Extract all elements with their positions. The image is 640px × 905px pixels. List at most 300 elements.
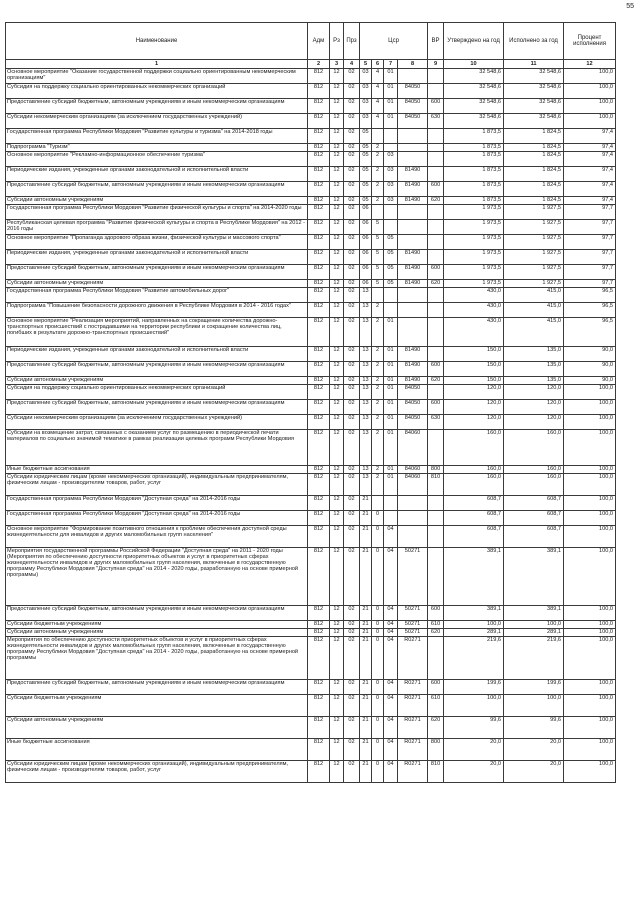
- row-percent: 100,0: [564, 621, 616, 629]
- row-prz: 02: [344, 288, 360, 303]
- row-csr-program: 05: [360, 167, 372, 182]
- row-csr-direction: [398, 144, 428, 152]
- row-csr-direction: 84050: [398, 99, 428, 114]
- table-row: [6, 152, 616, 167]
- row-rz: 12: [330, 69, 344, 84]
- row-csr-direction: R0271: [398, 761, 428, 783]
- row-csr-direction: 81490: [398, 347, 428, 362]
- row-prz: 02: [344, 99, 360, 114]
- row-percent: 97,4: [564, 167, 616, 182]
- row-csr-event: 01: [384, 430, 398, 466]
- row-percent: 100,0: [564, 629, 616, 637]
- row-prz: 02: [344, 152, 360, 167]
- row-csr-sub: 0: [372, 637, 384, 680]
- row-approved: 1 973,5: [444, 205, 504, 220]
- row-approved: 1 973,5: [444, 265, 504, 280]
- table-row: [6, 197, 616, 205]
- row-rz: 12: [330, 415, 344, 430]
- row-csr-direction: 50271: [398, 621, 428, 629]
- row-executed: 32 548,6: [504, 69, 564, 84]
- table-row: [6, 496, 616, 511]
- table-row: [6, 265, 616, 280]
- row-percent: 97,7: [564, 265, 616, 280]
- table-row: [6, 526, 616, 548]
- col-num: 11: [504, 60, 564, 69]
- row-name: Субсидии на возмещение затрат, связанных с оказанием услуг по размещению в периодической печати материалов по социально значимой тематике в рамках реализации целевых программ Республики Мордовия: [6, 430, 308, 466]
- row-name: Иные бюджетные ассигнования: [6, 466, 308, 474]
- row-csr-program: 21: [360, 511, 372, 526]
- row-csr-program: 21: [360, 680, 372, 695]
- row-adm: 812: [308, 250, 330, 265]
- row-approved: 1 873,5: [444, 167, 504, 182]
- row-executed: 1 927,5: [504, 205, 564, 220]
- row-adm: 812: [308, 548, 330, 606]
- row-csr-direction: 81490: [398, 377, 428, 385]
- row-csr-event: 01: [384, 415, 398, 430]
- table-row: [6, 511, 616, 526]
- row-executed: 415,0: [504, 288, 564, 303]
- row-percent: 100,0: [564, 496, 616, 511]
- row-csr-event: 01: [384, 114, 398, 129]
- row-prz: 02: [344, 761, 360, 783]
- row-name: Основное мероприятие "Пропаганда здорового образа жизни, физической культуры и массового спорта": [6, 235, 308, 250]
- row-name: Субсидии автономным учреждениям: [6, 717, 308, 739]
- row-csr-sub: 0: [372, 717, 384, 739]
- row-percent: 100,0: [564, 385, 616, 400]
- table-row: [6, 220, 616, 235]
- row-rz: 12: [330, 621, 344, 629]
- row-vr: 630: [428, 114, 444, 129]
- row-prz: 02: [344, 129, 360, 144]
- row-csr-sub: 2: [372, 347, 384, 362]
- row-percent: 100,0: [564, 466, 616, 474]
- row-vr: [428, 496, 444, 511]
- row-vr: [428, 347, 444, 362]
- row-rz: 12: [330, 511, 344, 526]
- row-prz: 02: [344, 303, 360, 318]
- row-rz: 12: [330, 629, 344, 637]
- row-name: Субсидии некоммерческим организациям (за исключением государственных учреждений): [6, 415, 308, 430]
- row-csr-program: 21: [360, 606, 372, 621]
- row-rz: 12: [330, 144, 344, 152]
- row-name: Предоставление субсидий бюджетным, автономным учреждениям и иным некоммерческим организациям: [6, 182, 308, 197]
- row-rz: 12: [330, 265, 344, 280]
- row-csr-program: 13: [360, 288, 372, 303]
- row-csr-sub: 5: [372, 220, 384, 235]
- row-executed: 120,0: [504, 415, 564, 430]
- row-csr-program: 05: [360, 129, 372, 144]
- row-approved: 430,0: [444, 303, 504, 318]
- row-csr-program: 06: [360, 250, 372, 265]
- table-row: [6, 695, 616, 717]
- row-prz: 02: [344, 377, 360, 385]
- row-csr-direction: 81490: [398, 167, 428, 182]
- row-adm: 812: [308, 347, 330, 362]
- row-csr-sub: 2: [372, 415, 384, 430]
- row-csr-sub: 2: [372, 377, 384, 385]
- row-csr-direction: 84050: [398, 400, 428, 415]
- budget-table: [5, 22, 616, 783]
- row-csr-program: 13: [360, 377, 372, 385]
- row-prz: 02: [344, 235, 360, 250]
- row-percent: 97,4: [564, 152, 616, 167]
- row-name: Субсидии некоммерческим организациям (за исключением государственных учреждений): [6, 114, 308, 129]
- row-adm: 812: [308, 511, 330, 526]
- row-csr-sub: 5: [372, 235, 384, 250]
- col-num: 2: [308, 60, 330, 69]
- table-row: [6, 739, 616, 761]
- row-rz: 12: [330, 695, 344, 717]
- header-adm: Адм: [308, 23, 330, 60]
- row-approved: 608,7: [444, 496, 504, 511]
- row-csr-direction: 84050: [398, 385, 428, 400]
- row-vr: 620: [428, 629, 444, 637]
- row-csr-event: 05: [384, 280, 398, 288]
- row-csr-sub: 2: [372, 303, 384, 318]
- row-csr-program: 06: [360, 265, 372, 280]
- row-name: Субсидии автономным учреждениям: [6, 377, 308, 385]
- row-percent: 100,0: [564, 695, 616, 717]
- row-percent: 100,0: [564, 415, 616, 430]
- row-csr-event: 04: [384, 637, 398, 680]
- row-percent: 100,0: [564, 99, 616, 114]
- row-prz: 02: [344, 250, 360, 265]
- row-csr-event: 04: [384, 621, 398, 629]
- row-prz: 02: [344, 466, 360, 474]
- row-prz: 02: [344, 680, 360, 695]
- row-percent: 96,5: [564, 288, 616, 303]
- row-csr-program: 13: [360, 347, 372, 362]
- row-vr: [428, 637, 444, 680]
- col-num: 9: [428, 60, 444, 69]
- row-approved: 99,6: [444, 717, 504, 739]
- row-percent: 97,7: [564, 280, 616, 288]
- row-csr-direction: R0271: [398, 680, 428, 695]
- row-prz: 02: [344, 629, 360, 637]
- row-csr-program: 06: [360, 235, 372, 250]
- row-csr-program: 06: [360, 205, 372, 220]
- table-row: [6, 637, 616, 680]
- row-prz: 02: [344, 621, 360, 629]
- row-csr-program: 21: [360, 761, 372, 783]
- row-csr-direction: 50271: [398, 548, 428, 606]
- row-vr: 600: [428, 265, 444, 280]
- row-csr-sub: 4: [372, 99, 384, 114]
- row-name: Основное мероприятие "Оказание государственной поддержки социально ориентированным некоммерческим организациям": [6, 69, 308, 84]
- row-csr-direction: [398, 129, 428, 144]
- row-name: Субсидия на поддержку социально ориентированных некоммерческих организаций: [6, 385, 308, 400]
- row-csr-sub: 2: [372, 167, 384, 182]
- page-number: 55: [626, 3, 634, 10]
- row-csr-program: 21: [360, 548, 372, 606]
- row-vr: [428, 69, 444, 84]
- row-rz: 12: [330, 680, 344, 695]
- row-csr-program: 21: [360, 621, 372, 629]
- header-csr: Цср: [360, 23, 428, 60]
- row-executed: 100,0: [504, 621, 564, 629]
- row-rz: 12: [330, 197, 344, 205]
- row-prz: 02: [344, 84, 360, 99]
- row-approved: 120,0: [444, 385, 504, 400]
- row-vr: [428, 84, 444, 99]
- row-prz: 02: [344, 385, 360, 400]
- row-adm: 812: [308, 400, 330, 415]
- row-approved: 120,0: [444, 400, 504, 415]
- row-vr: [428, 144, 444, 152]
- row-csr-program: 13: [360, 400, 372, 415]
- table-row: [6, 288, 616, 303]
- row-vr: 800: [428, 466, 444, 474]
- row-executed: 389,1: [504, 548, 564, 606]
- table-row: [6, 347, 616, 362]
- row-rz: 12: [330, 220, 344, 235]
- col-num: 6: [372, 60, 384, 69]
- table-row: [6, 167, 616, 182]
- row-percent: 97,4: [564, 129, 616, 144]
- row-adm: 812: [308, 415, 330, 430]
- row-csr-event: 01: [384, 69, 398, 84]
- row-csr-event: 01: [384, 84, 398, 99]
- row-csr-program: 21: [360, 496, 372, 511]
- row-percent: 96,5: [564, 303, 616, 318]
- table-row: [6, 606, 616, 621]
- row-adm: 812: [308, 717, 330, 739]
- row-prz: 02: [344, 347, 360, 362]
- row-approved: 100,0: [444, 695, 504, 717]
- row-approved: 1 873,5: [444, 182, 504, 197]
- row-csr-event: [384, 220, 398, 235]
- row-csr-sub: 0: [372, 629, 384, 637]
- row-csr-sub: 2: [372, 385, 384, 400]
- row-percent: 97,4: [564, 144, 616, 152]
- row-csr-event: 03: [384, 182, 398, 197]
- row-prz: 02: [344, 400, 360, 415]
- row-csr-event: 01: [384, 385, 398, 400]
- row-adm: 812: [308, 129, 330, 144]
- row-csr-direction: [398, 152, 428, 167]
- header-row: [6, 23, 616, 60]
- row-executed: 120,0: [504, 385, 564, 400]
- row-approved: 32 548,6: [444, 114, 504, 129]
- row-csr-event: 01: [384, 99, 398, 114]
- row-executed: 1 824,5: [504, 167, 564, 182]
- table-row: [6, 548, 616, 606]
- row-executed: 608,7: [504, 526, 564, 548]
- row-rz: 12: [330, 250, 344, 265]
- row-percent: 97,7: [564, 205, 616, 220]
- row-csr-event: 04: [384, 761, 398, 783]
- row-executed: 1 927,5: [504, 250, 564, 265]
- row-name: Предоставление субсидий бюджетным, автономным учреждениям и иным некоммерческим организациям: [6, 680, 308, 695]
- row-approved: 199,6: [444, 680, 504, 695]
- row-csr-event: 04: [384, 629, 398, 637]
- row-approved: 430,0: [444, 318, 504, 347]
- row-csr-sub: 0: [372, 695, 384, 717]
- row-percent: 100,0: [564, 400, 616, 415]
- row-prz: 02: [344, 717, 360, 739]
- row-csr-sub: 2: [372, 182, 384, 197]
- row-approved: 1 873,5: [444, 129, 504, 144]
- row-executed: 160,0: [504, 466, 564, 474]
- row-percent: 100,0: [564, 717, 616, 739]
- col-num: 7: [384, 60, 398, 69]
- header-vr: ВР: [428, 23, 444, 60]
- table-row: [6, 205, 616, 220]
- row-name: Предоставление субсидий бюджетным, автономным учреждениям и иным некоммерческим организациям: [6, 99, 308, 114]
- row-executed: 20,0: [504, 761, 564, 783]
- row-vr: 600: [428, 99, 444, 114]
- col-num: 1: [6, 60, 308, 69]
- row-csr-sub: 5: [372, 265, 384, 280]
- row-adm: 812: [308, 197, 330, 205]
- row-adm: 812: [308, 318, 330, 347]
- row-csr-sub: 0: [372, 739, 384, 761]
- row-vr: [428, 385, 444, 400]
- table-row: [6, 84, 616, 99]
- row-csr-event: 01: [384, 466, 398, 474]
- row-csr-event: [384, 288, 398, 303]
- row-percent: 97,7: [564, 250, 616, 265]
- table-row: [6, 362, 616, 377]
- row-csr-program: 21: [360, 629, 372, 637]
- row-prz: 02: [344, 318, 360, 347]
- row-rz: 12: [330, 182, 344, 197]
- row-name: Основное мероприятие "Реализация мероприятий, направленных на сокращение количества дорожно-транспортных происшествий с пострадавшими на территории республики и сокращение количества лиц, погибших в результате дорожно-транспортных происшествий": [6, 318, 308, 347]
- row-rz: 12: [330, 114, 344, 129]
- row-approved: 160,0: [444, 474, 504, 496]
- col-num: 12: [564, 60, 616, 69]
- row-executed: 32 548,6: [504, 84, 564, 99]
- row-csr-event: 01: [384, 474, 398, 496]
- row-rz: 12: [330, 205, 344, 220]
- row-name: Субсидии автономным учреждениям: [6, 629, 308, 637]
- row-name: Подпрограмма "Повышение безопасности дорожного движения в Республике Мордовия в 2014 - 2016 годах": [6, 303, 308, 318]
- row-rz: 12: [330, 129, 344, 144]
- row-csr-sub: 2: [372, 318, 384, 347]
- row-vr: 610: [428, 695, 444, 717]
- table-row: [6, 680, 616, 695]
- row-approved: 1 873,5: [444, 197, 504, 205]
- row-csr-sub: 2: [372, 152, 384, 167]
- row-vr: 600: [428, 362, 444, 377]
- row-csr-direction: 84050: [398, 114, 428, 129]
- row-prz: 02: [344, 526, 360, 548]
- row-adm: 812: [308, 303, 330, 318]
- row-csr-program: 21: [360, 637, 372, 680]
- row-csr-sub: 2: [372, 474, 384, 496]
- row-approved: 1 973,5: [444, 220, 504, 235]
- row-rz: 12: [330, 318, 344, 347]
- row-csr-program: 21: [360, 739, 372, 761]
- row-executed: 120,0: [504, 400, 564, 415]
- row-approved: 1 873,5: [444, 152, 504, 167]
- row-csr-program: 05: [360, 152, 372, 167]
- row-csr-event: 04: [384, 717, 398, 739]
- row-vr: [428, 303, 444, 318]
- row-name: Мероприятия государственной программы Российской Федерации "Доступная среда" на 2011 - 2020 годы (Мероприятия по обеспечению доступности приоритетных объектов и услуг в приоритетных сферах жизнедеятельности инвалидов и других маломобильных групп населения, включенные в государственную программу Республики Мордовия "Доступная среда" на 2014 - 2020 годы, разработанную на основе примерной программы): [6, 548, 308, 606]
- table-row: [6, 629, 616, 637]
- row-approved: 150,0: [444, 362, 504, 377]
- row-rz: 12: [330, 152, 344, 167]
- table-row: [6, 400, 616, 415]
- row-rz: 12: [330, 84, 344, 99]
- row-csr-sub: 5: [372, 250, 384, 265]
- row-executed: 100,0: [504, 695, 564, 717]
- row-name: Основное мероприятие "Формирование позитивного отношения к проблеме обеспечения доступной среды жизнедеятельности для инвалидов и других маломобильных групп населения": [6, 526, 308, 548]
- row-csr-event: 04: [384, 526, 398, 548]
- row-csr-direction: 84050: [398, 415, 428, 430]
- row-vr: 800: [428, 739, 444, 761]
- row-adm: 812: [308, 220, 330, 235]
- row-csr-direction: [398, 235, 428, 250]
- row-rz: 12: [330, 288, 344, 303]
- row-csr-program: 13: [360, 362, 372, 377]
- row-prz: 02: [344, 415, 360, 430]
- row-csr-event: [384, 511, 398, 526]
- row-csr-event: 04: [384, 695, 398, 717]
- row-percent: 100,0: [564, 761, 616, 783]
- row-prz: 02: [344, 144, 360, 152]
- row-csr-program: 13: [360, 466, 372, 474]
- row-executed: 1 927,5: [504, 235, 564, 250]
- row-csr-event: [384, 303, 398, 318]
- row-percent: 100,0: [564, 739, 616, 761]
- row-approved: 1 973,5: [444, 250, 504, 265]
- row-adm: 812: [308, 167, 330, 182]
- row-adm: 812: [308, 288, 330, 303]
- row-csr-program: 06: [360, 280, 372, 288]
- row-csr-direction: 81490: [398, 182, 428, 197]
- row-csr-event: [384, 496, 398, 511]
- row-adm: 812: [308, 695, 330, 717]
- row-csr-program: 13: [360, 318, 372, 347]
- table-row: [6, 129, 616, 144]
- row-percent: 96,5: [564, 318, 616, 347]
- table-row: [6, 182, 616, 197]
- header-name: Наименование: [6, 23, 308, 60]
- row-vr: [428, 250, 444, 265]
- row-vr: 610: [428, 621, 444, 629]
- row-csr-event: 01: [384, 400, 398, 415]
- table-row: [6, 144, 616, 152]
- row-csr-program: 13: [360, 415, 372, 430]
- row-percent: 97,4: [564, 182, 616, 197]
- row-csr-program: 06: [360, 220, 372, 235]
- row-adm: 812: [308, 430, 330, 466]
- row-csr-event: 03: [384, 167, 398, 182]
- row-csr-sub: [372, 205, 384, 220]
- row-rz: 12: [330, 717, 344, 739]
- table-row: [6, 474, 616, 496]
- row-vr: 620: [428, 717, 444, 739]
- row-csr-direction: [398, 526, 428, 548]
- row-csr-sub: 0: [372, 526, 384, 548]
- row-rz: 12: [330, 167, 344, 182]
- row-csr-event: 04: [384, 548, 398, 606]
- table-row: [6, 621, 616, 629]
- row-csr-sub: 2: [372, 430, 384, 466]
- row-adm: 812: [308, 680, 330, 695]
- row-csr-direction: 50271: [398, 606, 428, 621]
- row-rz: 12: [330, 280, 344, 288]
- row-vr: 600: [428, 400, 444, 415]
- row-csr-direction: R0271: [398, 717, 428, 739]
- row-csr-sub: 0: [372, 621, 384, 629]
- row-csr-direction: R0271: [398, 695, 428, 717]
- row-vr: 620: [428, 377, 444, 385]
- row-prz: 02: [344, 637, 360, 680]
- row-vr: 620: [428, 280, 444, 288]
